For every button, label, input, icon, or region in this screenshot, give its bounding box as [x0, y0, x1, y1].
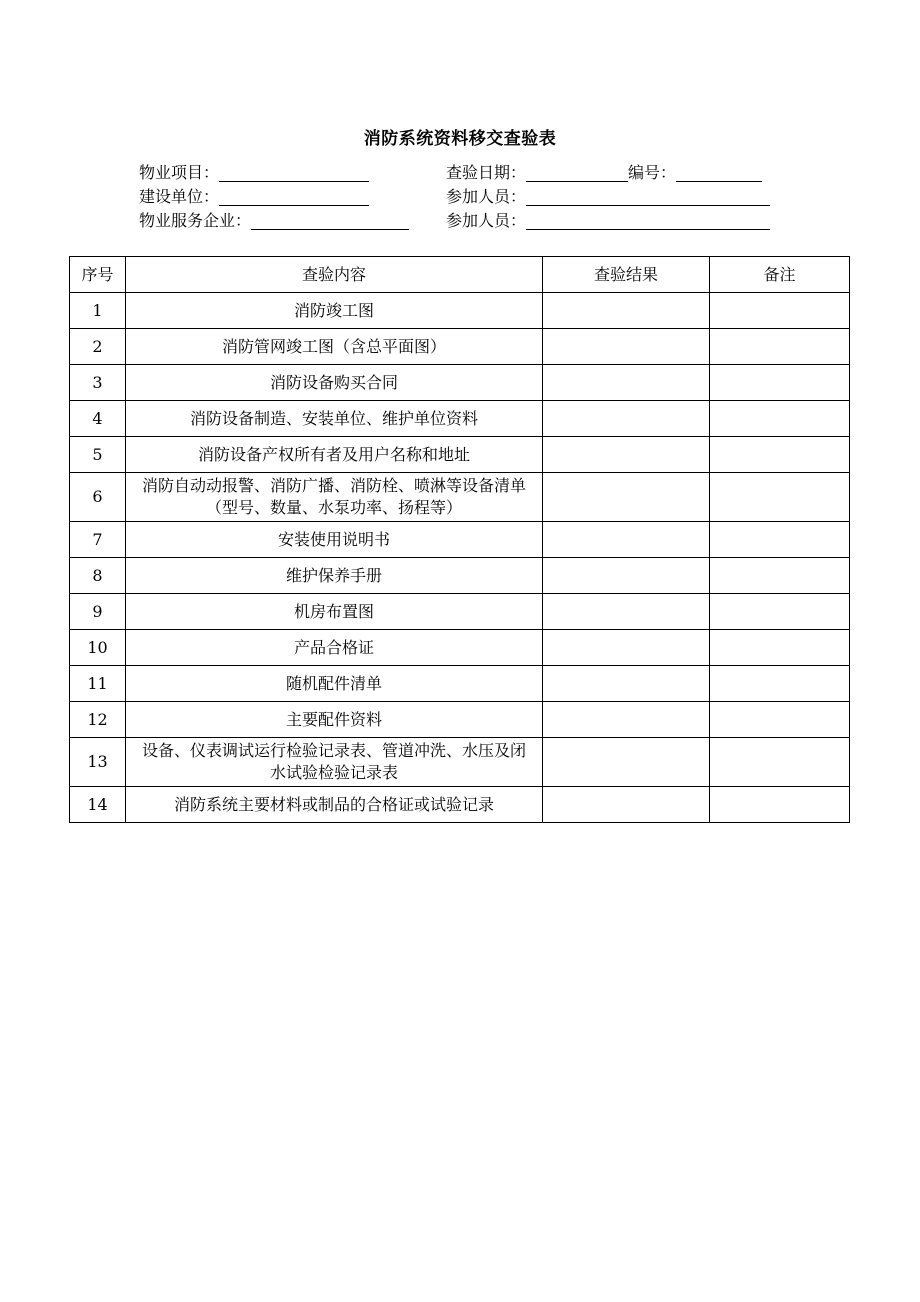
row-content: 消防管网竣工图（含总平面图） — [126, 329, 543, 365]
row-remark-cell[interactable] — [710, 473, 850, 522]
row-content: 产品合格证 — [126, 630, 543, 666]
participants1-label: 参加人员： — [446, 187, 527, 206]
row-result-cell[interactable] — [543, 365, 710, 401]
row-remark-cell[interactable] — [710, 630, 850, 666]
row-remark-cell[interactable] — [710, 738, 850, 787]
header-content: 查验内容 — [126, 257, 543, 293]
row-remark-cell[interactable] — [710, 522, 850, 558]
table-row — [70, 787, 850, 823]
number-blank[interactable] — [676, 162, 762, 182]
row-remark-cell[interactable] — [710, 401, 850, 437]
row-result-cell[interactable] — [543, 738, 710, 787]
project-label: 物业项目： — [139, 163, 220, 182]
row-content: 消防竣工图 — [126, 293, 543, 329]
row-remark-cell[interactable] — [710, 594, 850, 630]
builder-label: 建设单位： — [139, 187, 220, 206]
row-result-cell[interactable] — [543, 630, 710, 666]
service-company-label: 物业服务企业： — [139, 211, 252, 230]
row-content: 机房布置图 — [126, 594, 543, 630]
row-content: 消防设备购买合同 — [126, 365, 543, 401]
builder-field — [139, 186, 369, 208]
table-row — [70, 558, 850, 594]
row-result-cell[interactable] — [543, 522, 710, 558]
number-label: 编号： — [628, 163, 677, 182]
table-row — [70, 738, 850, 787]
row-no: 13 — [70, 738, 126, 787]
row-result-cell[interactable] — [543, 787, 710, 823]
row-no: 4 — [70, 401, 126, 437]
row-result-cell[interactable] — [543, 473, 710, 522]
row-content: 安装使用说明书 — [126, 522, 543, 558]
header-result: 查验结果 — [543, 257, 710, 293]
document-title: 消防系统资料移交查验表 — [363, 129, 557, 149]
row-content: 消防自动动报警、消防广播、消防栓、喷淋等设备清单（型号、数量、水泵功率、扬程等） — [126, 473, 543, 522]
row-content: 设备、仪表调试运行检验记录表、管道冲洗、水压及闭水试验检验记录表 — [126, 738, 543, 787]
participants1-field — [446, 186, 770, 208]
date-label: 查验日期： — [446, 163, 527, 182]
row-result-cell[interactable] — [543, 401, 710, 437]
table-row — [70, 473, 850, 522]
date-blank[interactable] — [526, 162, 628, 182]
row-result-cell[interactable] — [543, 594, 710, 630]
row-remark-cell[interactable] — [710, 666, 850, 702]
table-row — [70, 293, 850, 329]
row-remark-cell[interactable] — [710, 329, 850, 365]
row-content: 消防系统主要材料或制品的合格证或试验记录 — [126, 787, 543, 823]
service-company-blank[interactable] — [251, 210, 409, 230]
row-result-cell[interactable] — [543, 666, 710, 702]
row-content: 主要配件资料 — [126, 702, 543, 738]
table-row — [70, 365, 850, 401]
table-row — [70, 329, 850, 365]
row-content: 维护保养手册 — [126, 558, 543, 594]
row-remark-cell[interactable] — [710, 365, 850, 401]
row-no: 3 — [70, 365, 126, 401]
row-result-cell[interactable] — [543, 329, 710, 365]
row-result-cell[interactable] — [543, 293, 710, 329]
row-remark-cell[interactable] — [710, 787, 850, 823]
participants1-blank[interactable] — [526, 186, 770, 206]
row-remark-cell[interactable] — [710, 293, 850, 329]
row-result-cell[interactable] — [543, 558, 710, 594]
participants2-blank[interactable] — [526, 210, 770, 230]
table-row — [70, 594, 850, 630]
row-no: 1 — [70, 293, 126, 329]
participants2-field — [446, 210, 770, 232]
table-row — [70, 702, 850, 738]
header-remark: 备注 — [710, 257, 850, 293]
row-content: 消防设备产权所有者及用户名称和地址 — [126, 437, 543, 473]
row-no: 6 — [70, 473, 126, 522]
row-no: 12 — [70, 702, 126, 738]
date-field — [446, 162, 762, 184]
row-no: 5 — [70, 437, 126, 473]
header-no: 序号 — [70, 257, 126, 293]
row-no: 8 — [70, 558, 126, 594]
service-company-field — [139, 210, 409, 232]
table-row — [70, 666, 850, 702]
project-blank[interactable] — [219, 162, 369, 182]
row-no: 9 — [70, 594, 126, 630]
table-row — [70, 437, 850, 473]
row-no: 10 — [70, 630, 126, 666]
row-no: 11 — [70, 666, 126, 702]
inspection-table — [69, 256, 850, 823]
row-result-cell[interactable] — [543, 437, 710, 473]
row-remark-cell[interactable] — [710, 437, 850, 473]
participants2-label: 参加人员： — [446, 211, 527, 230]
row-result-cell[interactable] — [543, 702, 710, 738]
row-content: 随机配件清单 — [126, 666, 543, 702]
row-no: 2 — [70, 329, 126, 365]
row-content: 消防设备制造、安装单位、维护单位资料 — [126, 401, 543, 437]
row-no: 7 — [70, 522, 126, 558]
table-row — [70, 401, 850, 437]
row-no: 14 — [70, 787, 126, 823]
project-field — [139, 162, 369, 184]
builder-blank[interactable] — [219, 186, 369, 206]
table-row — [70, 522, 850, 558]
table-header-row — [70, 257, 850, 293]
row-remark-cell[interactable] — [710, 702, 850, 738]
table-row — [70, 630, 850, 666]
row-remark-cell[interactable] — [710, 558, 850, 594]
